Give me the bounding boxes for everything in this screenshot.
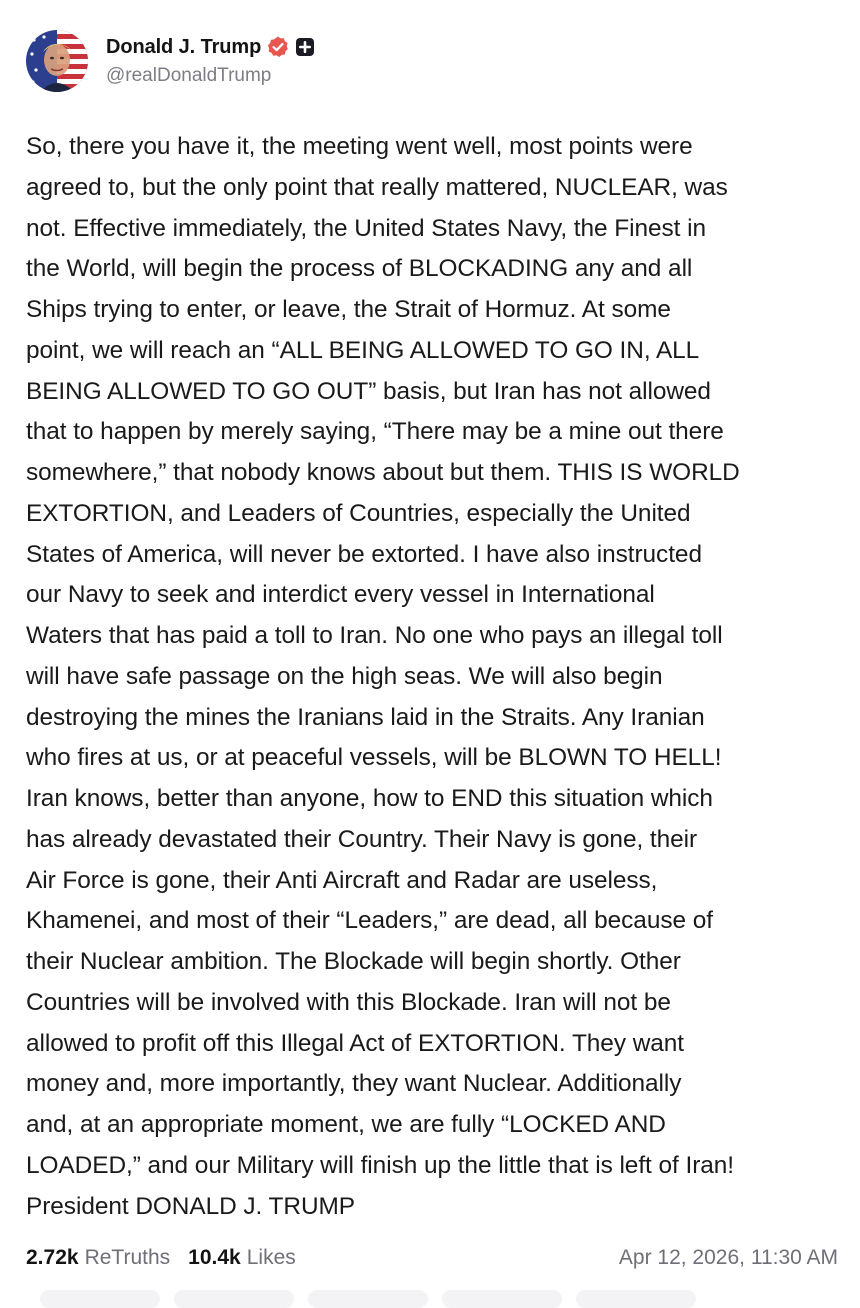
- user-avatar-icon: [26, 30, 88, 92]
- name-row: [106, 32, 315, 62]
- post-header: [26, 30, 315, 92]
- post-body-text: So, there you have it, the meeting went well, most points were agreed to, but the only point that really mattered, NUCLEAR, was not. Effective immediately, the United States Navy, the Finest in the World, will begin the process of BLOCKADING any and all Ships trying to enter, or leave, the Strait of Hormuz. At some point, we will reach an “ALL BEING ALLOWED TO GO IN, ALL BEING ALLOWED TO GO OUT” basis, but Iran has not allowed that to happen by merely saying, “There may be a mine out there somewhere,” that nobody knows about but them. THIS IS WORLD EXTORTION, and Leaders of Countries, especially the United States of America, will never be extorted. I have also instructed our Navy to seek and interdict every vessel in International Waters that has paid a toll to Iran. No one who pays an illegal toll will have safe passage on the high seas. We will also begin destroying the mines the Iranians laid in the Straits. Any Iranian who fires at us, or at peaceful vessels, will be BLOWN TO HELL! Iran knows, better than anyone, how to END this situation which has already devastated their Country. Their Navy is gone, their Air Force is gone, their Anti Aircraft and Radar are useless, Khamenei, and most of their “Leaders,” are dead, all because of their Nuclear ambition. The Blockade will begin shortly. Other Countries will be involved with this Blockade. Iran will not be allowed to profit off this Illegal Act of EXTORTION. They want money and, more importantly, they want Nuclear. Additionally and, at an appropriate moment, we are fully “LOCKED AND LOADED,” and our Military will finish up the little that is left of Iran! President DONALD J. TRUMP: [26, 133, 740, 1220]
- post-footer: [26, 1240, 838, 1276]
- action-button-edge[interactable]: [308, 1290, 428, 1308]
- likes-count: 10.4k: [188, 1246, 241, 1269]
- author-info: [106, 32, 315, 90]
- likes-label: Likes: [246, 1246, 296, 1269]
- plus-badge-icon: [295, 37, 315, 57]
- likes-stat[interactable]: [188, 1246, 296, 1270]
- retruths-label: ReTruths: [84, 1246, 171, 1269]
- action-button-edge[interactable]: [174, 1290, 294, 1308]
- display-name[interactable]: Donald J. Trump: [106, 35, 262, 58]
- user-handle[interactable]: @realDonaldTrump: [106, 65, 272, 86]
- avatar[interactable]: [26, 30, 88, 92]
- action-bar-edge: [0, 1290, 860, 1299]
- action-button-edge[interactable]: [442, 1290, 562, 1308]
- post-timestamp[interactable]: Apr 12, 2026, 11:30 AM: [618, 1246, 838, 1269]
- retruths-stat[interactable]: [26, 1246, 170, 1270]
- action-button-edge[interactable]: [576, 1290, 696, 1308]
- verified-badge-icon: [266, 35, 290, 59]
- action-button-edge[interactable]: [40, 1290, 160, 1308]
- retruths-count: 2.72k: [26, 1246, 79, 1269]
